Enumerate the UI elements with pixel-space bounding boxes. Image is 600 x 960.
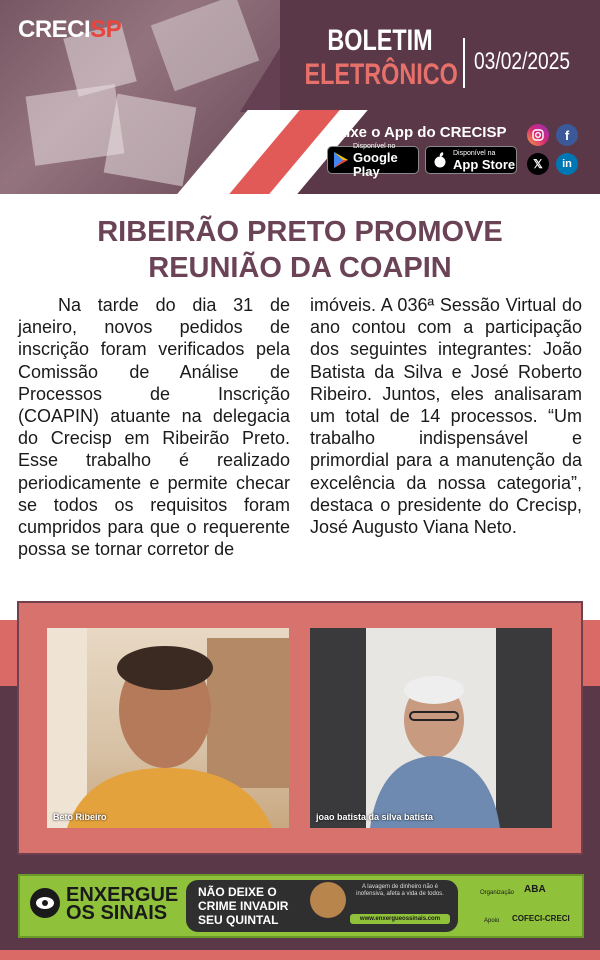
- cat-mascot-icon: [310, 882, 346, 918]
- person-illustration: [47, 628, 289, 828]
- aba-logo: ABA: [524, 884, 546, 895]
- eye-icon: [30, 888, 60, 918]
- header-banner: [0, 0, 600, 194]
- google-play-button[interactable]: Disponível no Google Play: [327, 146, 419, 174]
- boletim-title: BOLETIM: [327, 24, 433, 57]
- crecisp-logo[interactable]: CRECISP: [18, 16, 122, 43]
- banner-headline: ENXERGUE OS SINAIS: [66, 884, 179, 924]
- app-store-button[interactable]: Disponível na App Store: [425, 146, 517, 174]
- cofeci-logo: COFECI-CRECI: [512, 914, 570, 923]
- person-illustration: [310, 628, 552, 828]
- banner-side-text: A lavagem de dinheiro não é inofensiva, afeta a vida de todos.: [356, 884, 444, 897]
- x-icon[interactable]: 𝕏: [527, 153, 549, 175]
- article-column-left: Na tarde do dia 31 de janeiro, novos pedidos de inscrição foram verificados pela Comissão de Análise de Processos de Inscrição (COAPIN) atuante na delegacia do Crecisp em Ribeirão Preto. Esse trabalho é realizado periodicamente e permite checar se todos os requisitos foram cumpridos para que o requerente possa se tornar corretor de: [18, 295, 290, 560]
- footer-stripe: [0, 950, 600, 960]
- photo-joao-batista: [310, 628, 552, 828]
- apple-icon: [432, 152, 448, 168]
- google-play-icon: [334, 152, 348, 168]
- linkedin-icon[interactable]: in: [556, 153, 578, 175]
- instagram-icon[interactable]: [527, 124, 549, 146]
- app-download-label: Baixe o App do CRECISP: [327, 124, 507, 141]
- photo-caption: joao batista da silva batista: [316, 812, 434, 822]
- paper-sheet: [104, 94, 197, 187]
- photo-beto-ribeiro: [47, 628, 289, 828]
- issue-date: 03/02/2025: [474, 48, 571, 75]
- apoio-label: Apoio: [484, 918, 500, 924]
- divider: [463, 38, 465, 88]
- org-label: Organização: [480, 890, 515, 896]
- article-title: RIBEIRÃO PRETO PROMOVE REUNIÃO DA COAPIN: [97, 216, 503, 284]
- facebook-icon[interactable]: f: [556, 124, 578, 146]
- photo-caption: Beto Ribeiro: [53, 812, 107, 822]
- banner-message: NÃO DEIXE O CRIME INVADIR SEU QUINTAL: [198, 885, 289, 927]
- banner-url[interactable]: www.enxergueossinais.com: [350, 914, 450, 924]
- article-column-right: imóveis. A 036ª Sessão Virtual do ano contou com a participação dos seguintes integrantes: João Batista da Silva e José Roberto Ribeiro. Juntos, eles analisaram um total de 14 processos. “Um trabalho indispensável e primordial para a manutenção da excelência da nossa categoria”, destaca o presidente do Crecisp, José Augusto Viana Neto.: [310, 295, 582, 538]
- eletronico-title: ELETRÔNICO: [304, 58, 458, 91]
